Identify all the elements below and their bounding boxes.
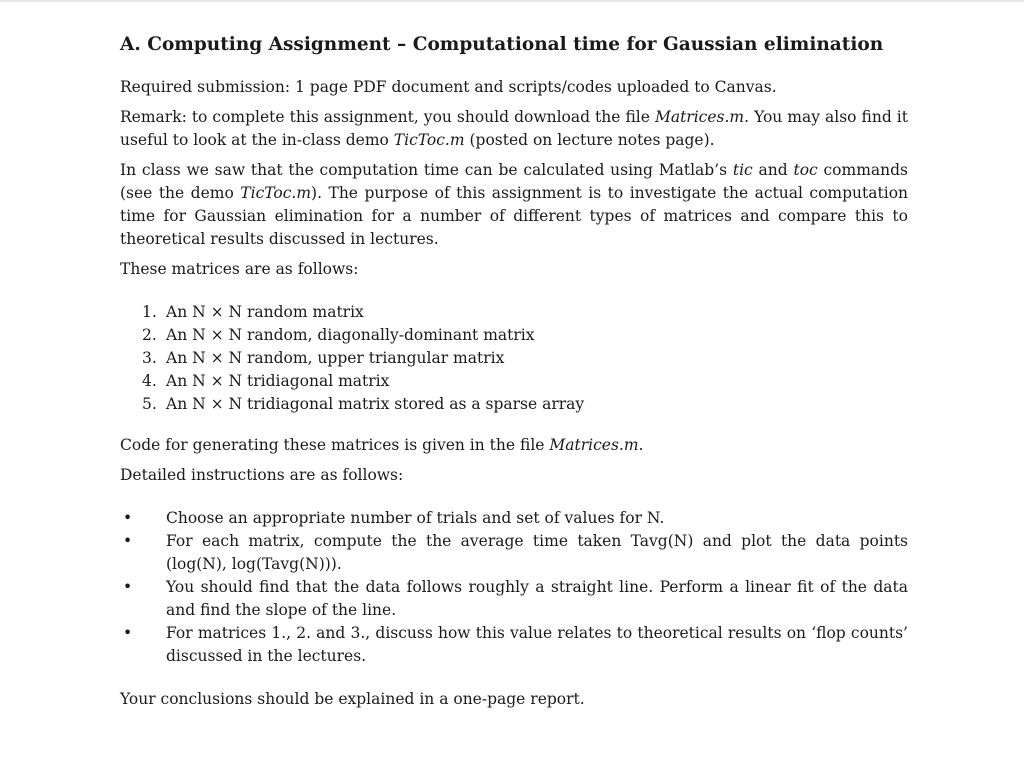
list-text: An N × N tridiagonal matrix stored as a sparse array xyxy=(166,395,585,413)
bullet-text: For each matrix, compute the the average time taken Tavg(N) and plot the data points (log(N), log(Tavg(N))). xyxy=(166,532,908,573)
remark-text-1: Remark: to complete this assignment, you should download the file xyxy=(120,108,655,126)
intro-text-2: commands (see the demo xyxy=(120,161,909,202)
list-number: 4. xyxy=(142,372,157,390)
intro-toc: toc xyxy=(793,161,818,179)
list-item xyxy=(142,370,908,393)
bullet-text: Choose an appropriate number of trials and set of values for N. xyxy=(166,509,665,527)
list-number: 1. xyxy=(142,303,157,321)
matrices-intro: These matrices are as follows: xyxy=(120,260,359,278)
bullet-item xyxy=(120,507,908,530)
instructions-intro: Detailed instructions are as follows: xyxy=(120,466,404,484)
page-title: A. Computing Assignment – Computational time for Gaussian elimination xyxy=(120,34,884,55)
remark-paragraph xyxy=(120,106,908,152)
code-file: Matrices.m. xyxy=(549,436,644,454)
intro-demo-file: TicToc.m xyxy=(240,184,312,202)
list-text: An N × N tridiagonal matrix xyxy=(166,372,390,390)
assignment-page xyxy=(120,33,908,718)
list-text: An N × N random, diagonally-dominant matrix xyxy=(166,326,535,344)
bullet-icon: • xyxy=(123,624,133,642)
intro-paragraph xyxy=(120,159,908,251)
instruction-list xyxy=(120,507,908,668)
matrix-list xyxy=(120,301,908,416)
conclusion: Your conclusions should be explained in a one-page report. xyxy=(120,690,585,708)
bullet-icon: • xyxy=(123,532,133,550)
bullet-item xyxy=(120,530,908,576)
list-number: 3. xyxy=(142,349,157,367)
list-item xyxy=(142,301,908,324)
list-text: An N × N random matrix xyxy=(166,303,364,321)
list-item xyxy=(142,393,908,416)
remark-file-tictoc: TicToc.m xyxy=(393,131,465,149)
bullet-text: You should find that the data follows roughly a straight line. Perform a linear fit of the data and find the slope of the line. xyxy=(166,578,908,619)
bullet-text: For matrices 1., 2. and 3., discuss how this value relates to theoretical results on ‘flop counts’ discussed in the lectures. xyxy=(166,624,908,665)
top-border xyxy=(0,0,1024,2)
list-number: 5. xyxy=(142,395,157,413)
remark-file-matrices: Matrices.m. xyxy=(654,108,750,126)
list-number: 2. xyxy=(142,326,157,344)
intro-text-1: In class we saw that the computation time can be calculated using Matlab’s xyxy=(120,161,733,179)
list-item xyxy=(142,347,908,370)
intro-tic: tic xyxy=(732,161,753,179)
required-submission: Required submission: 1 page PDF document and scripts/codes uploaded to Canvas. xyxy=(120,78,777,96)
code-paragraph xyxy=(120,434,908,457)
list-text: An N × N random, upper triangular matrix xyxy=(166,349,505,367)
intro-text-3: ). The purpose of this assignment is to investigate the actual computation time for Gaussian elimination for a number of different types of matrices and compare this to theoretical results discussed in lectures. xyxy=(120,184,909,248)
code-text: Code for generating these matrices is given in the file xyxy=(120,436,550,454)
bullet-icon: • xyxy=(123,509,133,527)
bullet-item xyxy=(120,576,908,622)
intro-and: and xyxy=(752,161,794,179)
list-item xyxy=(142,324,908,347)
remark-text-3: (posted on lecture notes page). xyxy=(464,131,715,149)
bullet-item xyxy=(120,622,908,668)
bullet-icon: • xyxy=(123,578,133,596)
remark-text-2: You may also find it useful to look at the in-class demo xyxy=(120,108,908,149)
